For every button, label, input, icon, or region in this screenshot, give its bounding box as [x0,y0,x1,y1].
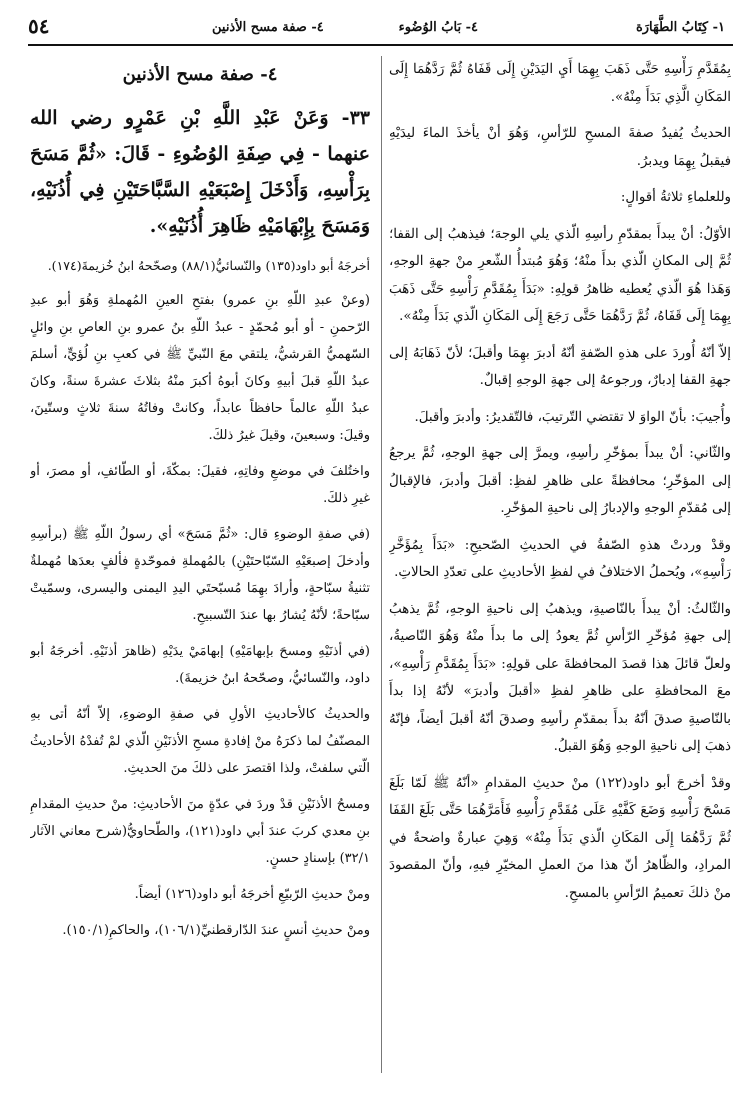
paragraph: وقدْ وردتْ هذهِ الصّفةُ في الحديثِ الصّحيحِ: «بَدَأَ بِمُؤَخَّرِ رَأْسِهِ»، ويُحملُ الاختلافُ في لفظِ الأحاديثِ على تعدّدِ الحالاتِ. [389,537,731,580]
paragraph: الحديثُ يُفيدُ صفةَ المسحِ للرّأسِ، وَهُوَ أنْ يأخذَ الماءَ ليدَيْهِ فيقبلُ بِهِمَا ويدبرُ. [389,126,731,169]
paragraph: والحديثُ كالأحاديثِ الأولِ في صفةِ الوضوءِ، إلاّ أنّهُ أتى بهِ المصنّفُ لما ذكرَهُ منْ إفادةِ مسحِ الأذنَيْنِ الّذي لمْ تُفدْهُ الأحاديثُ الّتي سلفتْ، ولذا اقتصرَ على ذلكَ منَ الحديثِ. [30,707,370,776]
paragraph: والثّاني: أنْ يبدأَ بمؤخّرِ رأسِهِ، ويمرَّ إلى جهةِ الوجهِ، ثُمَّ يرجعُ إلى المؤخّرِ؛ محافظةً على ظاهرِ لفظِ: أقبلَ وأدبرَ، فالإقبالُ إلى مُقدّمِ الوجهِ والإدبارُ إلى ناحيةِ المؤخّرِ. [389,446,731,516]
paragraph: ومنْ حديثِ الرّبيّعِ أخرجَهُ أبو داود(١٢٦) أيضاً. [134,887,370,902]
paragraph: (وعنْ عبدِ اللّهِ بنِ عمرو) بفتحِ العينِ المُهملةِ وَهُوَ أبو عبدِ الرّحمنِ - أو أبو مُحمّدٍ - عبدُ اللّهِ بنُ عمرو بنِ العاصِ بنِ وائلٍ السّهميُّ القرشيُّ، يلتقي معَ النّبيِّ ﷺ في كعبِ بنِ لُؤيٍّ، أسلمَ عبدُ اللّهِ قبلَ أبيهِ وكانَ أبوهُ أكبرَ منْهُ بثلاثَ عشرةَ سنةً، وكانَ عبدُ اللّهِ عالماً حافظاً عابداً، وكانتْ وفاتُهُ سنةَ ثلاثٍ وستّينَ، وقيلَ: وسبعينَ، وقيلَ غيرُ ذلكَ. [30,293,370,443]
paragraph: واختُلفَ في موضعِ وفاتِهِ، فقيلَ: بمكّةَ، أو الطّائفِ، أو مصرَ، أو غيرِ ذلكَ. [30,464,370,506]
right-column [389,56,731,1085]
section-heading: ٤- صفة مسح الأذنين [122,64,278,85]
paragraph: ومسحُ الأذنَيْنِ قدْ وردَ في عدّةٍ منَ الأحاديثِ: منْ حديثِ المقدامِ بنِ معدي كربَ عندَ أبي داود(١٢١)، والطّحاويُّ(شرح معاني الآثار ٣٢/١) بإسنادٍ حسنٍ. [30,797,370,866]
header-rule [28,44,733,46]
left-column [30,56,370,1085]
page-number: ٥٤ [28,14,50,38]
running-header [22,14,733,46]
paragraph: وللعلماءِ ثلاثةُ أقوالٍ: [620,190,731,205]
hadith-source: أخرجَهُ أبو داود(١٣٥) والنّسائيُّ(٨٨/١) وصحّحهُ ابنُ خُزيمةَ(١٧٤). [47,258,370,273]
section-book-title: ٤- بَابُ الوُضُوء [398,20,478,35]
paragraph: (في صفةِ الوضوءِ قال: «ثُمَّ مَسَحَ» أي رسولُ اللّهِ ﷺ (برأسِهِ وأدخلَ إصبعَيْهِ السّبّاحتَيْنِ) بالمُهملةِ فموحّدةٍ فألفٍ بعدَها مُهملةٌ تثنيةُ سبّاحةٍ، وأرادَ بهِمَا مُسبّحتَي اليدِ اليمنى واليسرى، وسمّيتْ سبّاحةً؛ لأنّهُ يُشارُ بها عندَ التّسبيحِ. [30,527,370,623]
paragraph: بِمُقَدَّمِ رَأْسِهِ حَتَّى ذَهَبَ بِهِمَا أَيِ اليَدَيْنِ إِلَى قَفَاهُ ثُمَّ رَدَّهُمَا إِلَى المَكَانِ الَّذِي بَدَأَ مِنْهُ». [389,62,731,105]
chapter-title: ١- كِتَابُ الطَّهَارَة [635,20,725,35]
paragraph: والثّالثُ: أنْ يبدأَ بالنّاصيةِ، ويذهبُ إلى ناحيةِ الوجهِ، ثُمَّ يذهبُ إلى جهةِ مُؤخّرِ الرّأسِ ثُمَّ يعودُ إلى ما بدأَ منْهُ وَهُوَ النّاصيةُ، ولعلّ قائلَ هذا قصدَ المحافظةَ على قولِهِ: «بَدَأَ بِمُقَدَّمِ رَأْسِهِ»، معَ المحافظةِ على ظاهرِ لفظِ «أقبلَ وأدبرَ» لأنّهُ إذا بدأَ بالنّاصيةِ صدقَ أنّهُ بدأَ بمقدّمِ رأسِهِ وصدقَ أنّهُ أقبلَ أيضاً، فإنّهُ ذهبَ إلى ناحيةِ الوجهِ وَهُوَ القبلُ. [389,601,731,754]
paragraph: إلاّ أنّهُ أُوردَ على هذهِ الصّفةِ أنّهُ أدبرَ بهِمَا وأقبلَ؛ لأنّ ذَهَابَهُ إلى جهةِ القفا إدبارٌ، ورجوعهُ إلى جهةِ الوجهِ إقبالٌ. [389,345,731,388]
column-divider [381,56,382,1073]
hadith-text: ٣٣- وَعَنْ عَبْدِ اللَّهِ بْنِ عَمْرٍو رضي الله عنهما - فِي صِفَةِ الوُضُوءِ - قَالَ: «ثُمَّ مَسَحَ بِرَأْسِهِ، وَأَدْخَلَ إِصْبَعَيْهِ السَّبَّاحَتَيْنِ فِي أُذُنَيْهِ، وَمَسَحَ بِإِبْهَامَيْهِ ظَاهِرَ أُذُنَيْهِ». [30,107,370,237]
paragraph: وقدْ أخرجَ أبو داود(١٢٢) منْ حديثِ المقدامِ «أنّهُ ﷺ لَمّا بَلَغَ مَسْحَ رَأْسِهِ وَضَعَ كَفَّيْهِ عَلَى مُقَدَّمِ رَأْسِهِ فَأَمَرَّهُمَا حَتَّى بَلَغَ القَفَا ثُمَّ رَدَّهُمَا إِلَى المَكَانِ الّذي بَدَأَ مِنْهُ» وَهِيَ عبارةٌ واضحةٌ في المرادِ، والظّاهرُ أنّ هذا منَ العملِ المخيّرِ فيهِ، وأنّ المقصودَ منْ ذلكَ تعميمُ الرّأسِ بالمسحِ. [389,775,731,901]
paragraph: الأوّلُ: أنْ يبدأَ بمقدّمِ رأسِهِ الّذي يلي الوجهَ؛ فيذهبُ إلى القفا؛ ثُمَّ إلى المكانِ الّذي بدأَ منْهُ؛ وَهُوَ مُبتدأُ الشّعرِ منْ جهةِ الوجهِ، وَهَذا هُوَ الّذي يُعطيه ظاهرُ قولِهِ: «بَدَأَ بِمُقَدَّمِ رَأْسِهِ حَتَّى ذَهَبَ بِهِمَا إِلَى قَفَاهُ، ثُمَّ رَدَّهُمَا حَتَّى رَجَعَ إِلَى المَكَانِ الّذي بَدَأَ مِنْهُ». [389,226,731,324]
section-title-header: ٤- صفة مسح الأذنين [212,20,324,35]
paragraph: (في أذنَيْهِ ومسحَ بإبهامَيْهِ) إبهامَيْ يدَيْهِ (ظاهرَ أذنَيْهِ. أخرجَهُ أبو داود، والنّسائيُّ، وصحّحهُ ابنُ خزيمةَ). [30,644,370,686]
paragraph: ومنْ حديثِ أنسٍ عندَ الدّارقطنيِّ(١٠٦/١)، والحاكمِ(١٥٠/١). [62,923,370,938]
paragraph: وأُجيبَ: بأنّ الواوَ لا تقتضي التّرتيبَ، فالتّقديرُ: وأدبرَ وأقبلَ. [414,409,731,425]
